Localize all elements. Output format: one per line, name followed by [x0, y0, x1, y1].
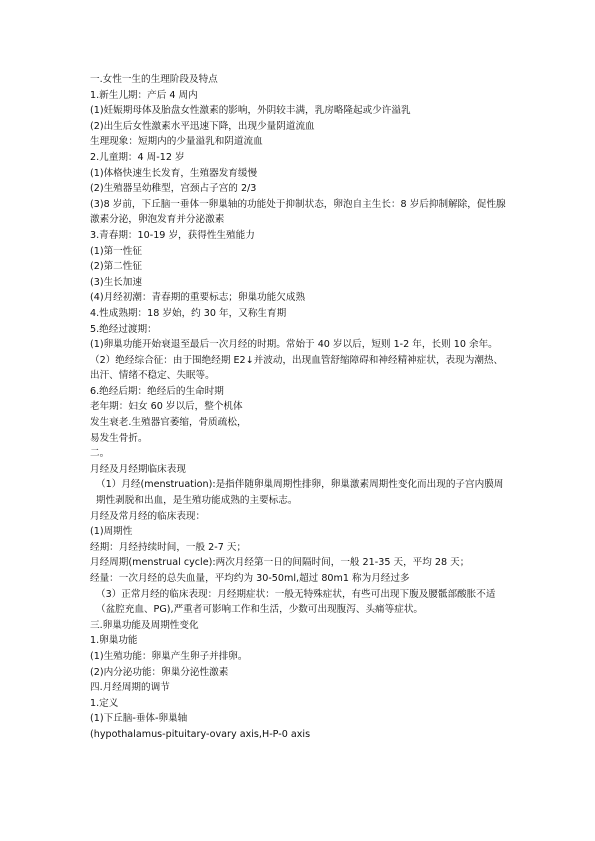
text-line: (1)生殖功能：卵巢产生卵子并排卵。: [90, 650, 248, 662]
text-line: (1)下丘脑-垂体-卵巢轴: [90, 713, 188, 725]
text-line: 月经周期(menstrual cycle):两次月经第一日的间隔时间，一般 21-35 天，平均 28 天；: [90, 557, 470, 569]
subsection-heading: 3.青春期：10-19 岁，获得性生殖能力: [90, 229, 255, 241]
document-body: [90, 72, 510, 743]
text-paragraph: （1）月经(menstruation):是指伴随卵巢周期性排卵，卵巢激素周期性变化而出现的子宫内膜周期性剥脱和出血，是生殖功能成熟的主要标志。: [96, 479, 504, 507]
subsection-heading: 5.绝经过渡期：: [90, 323, 157, 335]
text-line: 老年期：妇女 60 岁以后，整个机体: [90, 401, 243, 413]
subsection-heading: 1.定义: [90, 697, 119, 709]
section-heading: 四.月经周期的调节: [90, 682, 170, 694]
text-line: (2)第二性征: [90, 261, 142, 273]
subsection-heading: 2.儿童期：4 周-12 岁: [90, 151, 185, 163]
text-line: 经期：月经持续时间，一般 2-7 天；: [90, 541, 247, 553]
section-heading: 二。: [90, 448, 110, 460]
text-paragraph: （2）绝经综合征：由于围绝经期 E2↓并波动，出现血管舒缩障碍和神经精神症状，表现为潮热、出汗、情绪不稳定、失眠等。: [90, 354, 504, 382]
subsection-heading: 4.性成熟期：18 岁始，约 30 年，又称生育期: [90, 307, 287, 319]
text-line: (1)体格快速生长发育，生殖器发育缓慢: [90, 167, 258, 179]
text-paragraph: (3)8 岁前，下丘脑一垂体一卵巢轴的功能处于抑制状态，卵泡自主生长：8 岁后抑制解除，促性腺激素分泌，卵泡发育并分泌激素: [90, 198, 506, 226]
text-line: 经量：一次月经的总失血量，平均约为 30-50ml,超过 80m1 称为月经过多: [90, 573, 410, 584]
text-line: 生理现象：短期内的少量溢乳和阴道流血: [90, 136, 263, 148]
text-line: 发生衰老.生殖器官萎缩，骨质疏松，: [90, 417, 247, 429]
text-line: 月经及常月经的临床表现：: [90, 510, 206, 522]
text-paragraph: (1)卵巢功能开始衰退至最后一次月经的时期。常始于 40 岁以后，短则 1-2 年，长则 10 余年。: [90, 339, 498, 351]
text-line: (1)第一性征: [90, 245, 142, 257]
text-paragraph: （3）正常月经的临床表现：月经期症状：一般无特殊症状，有些可出现下腹及腰骶部酸胀不适（盆腔充血、PG),严重者可影响工作和生活，少数可出现腹泻、头痛等症状。: [96, 588, 496, 616]
text-line: (4)月经初潮：青春期的重要标志；卵巢功能欠成熟: [90, 292, 306, 304]
text-line: (2)出生后女性激素水平迅速下降，出现少量阴道流血: [90, 120, 315, 132]
subsection-heading: 1.新生儿期：产后 4 周内: [90, 89, 198, 101]
text-line: (1)周期性: [90, 526, 133, 538]
section-heading: 一.女性一生的生理阶段及特点: [90, 74, 218, 85]
subsection-heading: 1.卵巢功能: [90, 635, 138, 647]
text-line: (1)妊娠期母体及胎盘女性激素的影响，外阴较丰满，乳房略隆起或少许溢乳: [90, 105, 411, 117]
subsection-heading: 6.绝经后期：绝经后的生命时期: [90, 385, 224, 397]
text-line: (2)生殖器呈幼稚型，宫颈占子宫的 2/3: [90, 183, 257, 195]
section-heading: 三.卵巢功能及周期性变化: [90, 619, 199, 631]
text-line: 易发生骨折。: [90, 432, 148, 444]
subsection-heading: 月经及月经期临床表现: [90, 463, 186, 475]
text-line: (hypothalamus-pituitary-ovary axis,H-P-0 axis: [90, 728, 311, 740]
text-line: (2)内分泌功能：卵巢分泌性激素: [90, 666, 229, 678]
text-line: (3)生长加速: [90, 276, 142, 288]
